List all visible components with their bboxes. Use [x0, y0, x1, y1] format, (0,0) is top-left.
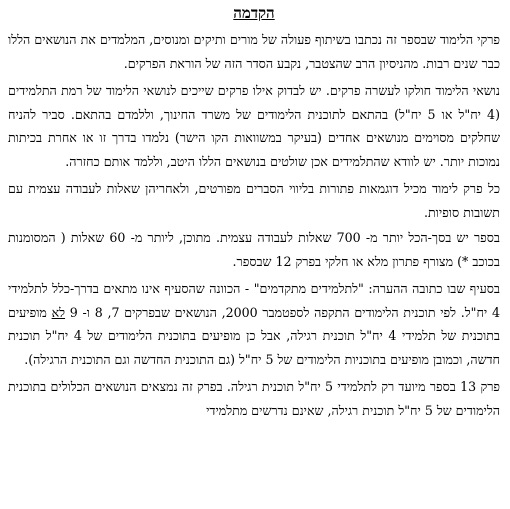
- paragraph-1: פרקי הלימוד שבספר זה נכתבו בשיתוף פעולה של מורים ותיקים ומנוסים, המלמדים את הנושאים הללו כבר שנים רבות. מהניסיון הרב שהצטבר, נקבע הסדר הזה של הוראת הפרקים.: [8, 32, 500, 71]
- paragraph-3: כל פרק לימוד מכיל דוגמאות פתורות בליווי הסברים מפורטים, ולאחריהן שאלות לעבודה עצמית עם תשובות סופיות.: [8, 181, 500, 220]
- page-title: [8, 4, 500, 22]
- title-text: הקדמה: [233, 4, 275, 22]
- paragraph-5: [8, 277, 500, 371]
- paragraph-2: נושאי הלימוד חולקו לעשרה פרקים. יש לבדוק אילו פרקים שייכים לנושאי הלימוד של רמת התלמידים (4 יח"ל או 5 יח"ל) בהתאם לתוכנית הלימודים של משרד החינוך, וללמדם בהתאם. סביר להניח שחלקים מסוימים מנושאים אחדים (בעיקר במשוואות הקו הישר) נלמדו בדרך זו או אחרת בכיתות נמוכות יותר. יש לוודא שהתלמידים אכן שולטים בנושאים הללו היטב, וללמד אותם כחזרה.: [8, 83, 500, 169]
- paragraph-4: בספר יש בסך-הכל יותר מ- 700 שאלות לעבודה עצמית. מתוכן, ליותר מ- 60 שאלות ( המסומנות בכוכב *) מצורף פתרון מלא או חלקי בפרק 12 שבספר.: [8, 230, 500, 269]
- paragraph-5-before: בסעיף שבו כתובה ההערה: "לתלמידים מתקדמים" - הכוונה שהסעיף אינו מתאים בדרך-כלל לתלמידי 4 יח"ל. לפי תוכנית הלימודים התקפה לספטמבר 2000, הנושאים שבפרקים 7, 8 ו- 9: [8, 281, 500, 320]
- paragraph-6: פרק 13 בספר מיועד רק לתלמידי 5 יח"ל תוכנית רגילה. בפרק זה נמצאים הנושאים הכלולים בתוכנית הלימודים של 5 יח"ל תוכנית רגילה, שאינם נדרשים מתלמידי: [8, 379, 500, 418]
- paragraph-5-after: מופיעים בתוכנית של תלמידי 4 יח"ל תוכנית רגילה, אבל כן מופיעים בתוכנית הלימודים של 4 יח"ל תוכנית חדשה, וכמובן מופיעים בתוכניות הלימודים של 5 יח"ל (גם התוכנית החדשה וגם התוכנית הרגילה).: [8, 304, 500, 367]
- paragraph-5-underlined: לא: [51, 304, 66, 320]
